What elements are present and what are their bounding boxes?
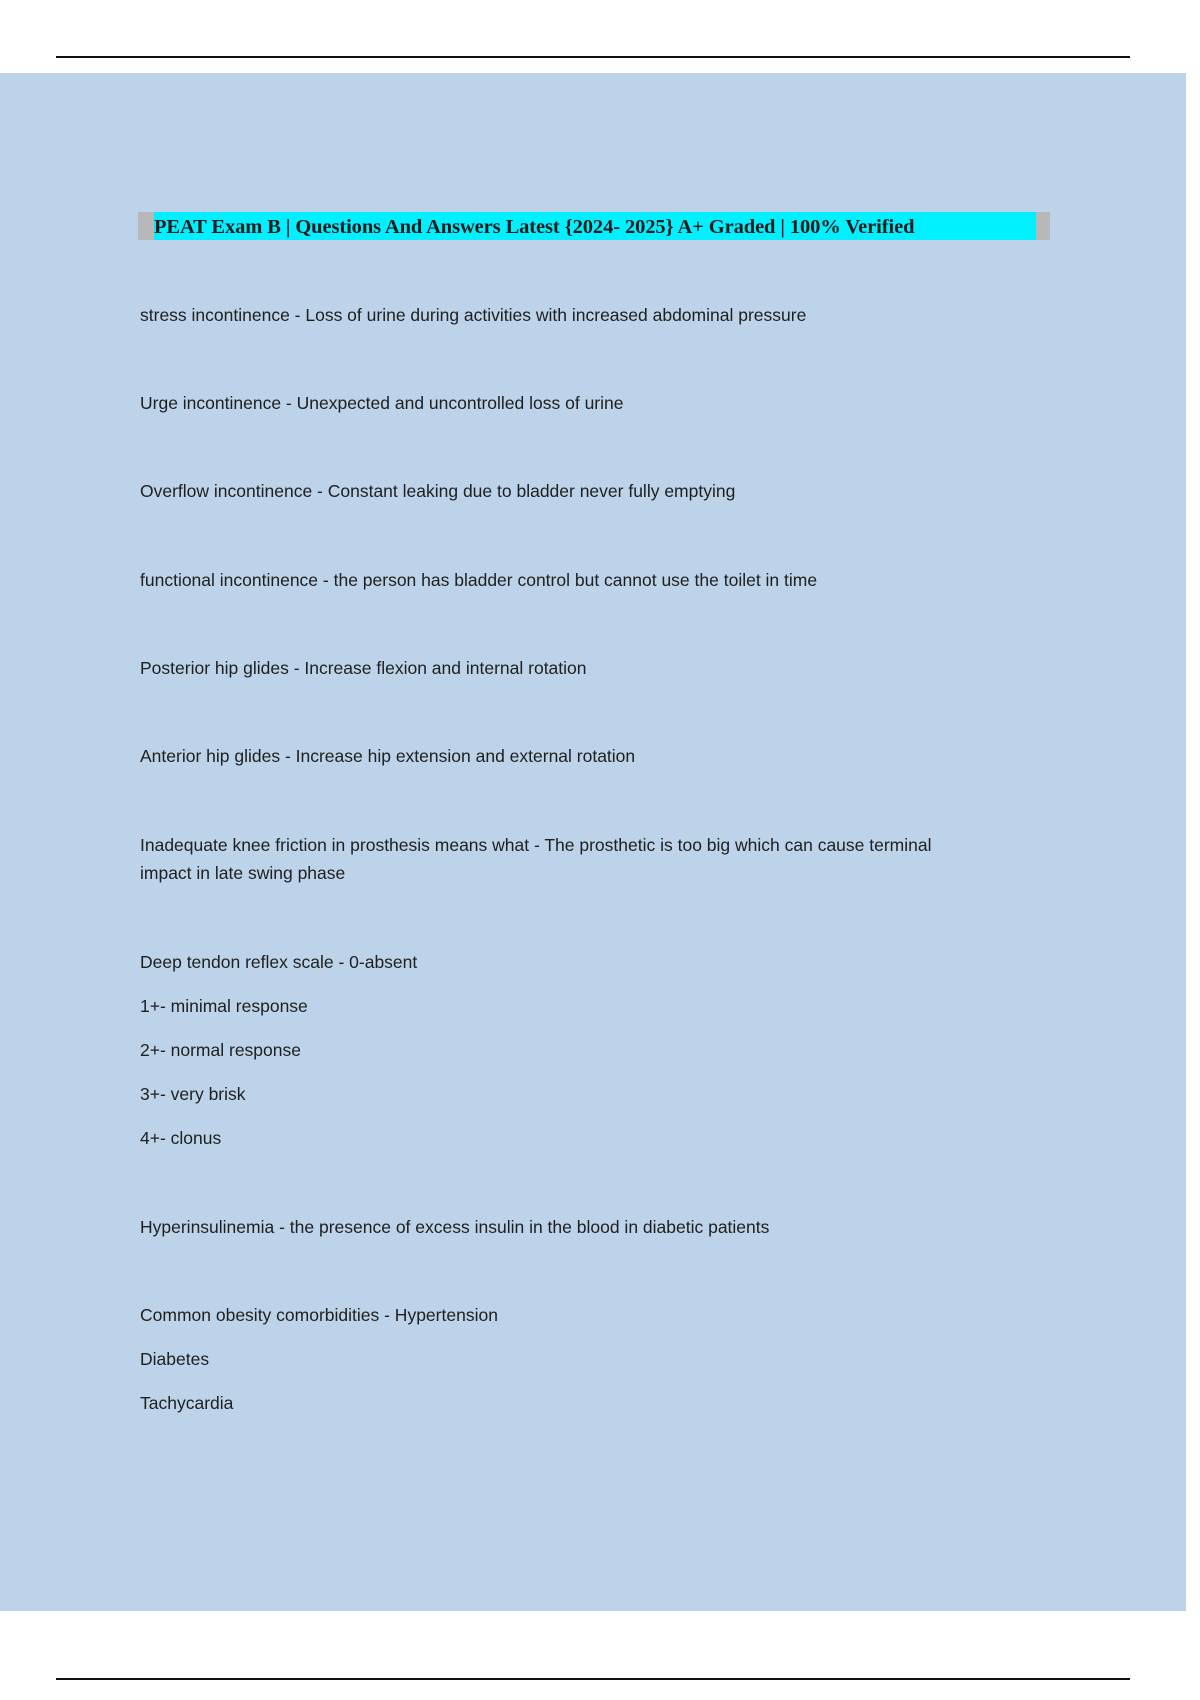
reflex-scale-4: 4+- clonus	[140, 1128, 222, 1148]
qa-knee-friction-cont: impact in late swing phase	[140, 863, 346, 883]
document-title: PEAT Exam B | Questions And Answers Latest {2024- 2025} A+ Graded | 100% Verified	[154, 216, 915, 238]
qa-hyperinsulinemia: Hyperinsulinemia - the presence of excess insulin in the blood in diabetic patients	[140, 1217, 770, 1237]
comorbidity-tachycardia: Tachycardia	[140, 1393, 234, 1413]
bottom-rule	[56, 1678, 1130, 1680]
reflex-scale-1: 1+- minimal response	[140, 996, 308, 1016]
qa-anterior-hip-glides: Anterior hip glides - Increase hip extension and external rotation	[140, 746, 636, 766]
qa-urge-incontinence: Urge incontinence - Unexpected and uncontrolled loss of urine	[140, 393, 624, 413]
qa-stress-incontinence: stress incontinence - Loss of urine during activities with increased abdominal pressure	[140, 305, 807, 325]
qa-obesity-comorbidities: Common obesity comorbidities - Hypertension	[140, 1305, 498, 1325]
top-rule	[56, 56, 1130, 58]
qa-overflow-incontinence: Overflow incontinence - Constant leaking due to bladder never fully emptying	[140, 481, 736, 501]
reflex-scale-2: 2+- normal response	[140, 1040, 301, 1060]
reflex-scale-3: 3+- very brisk	[140, 1084, 246, 1104]
qa-knee-friction: Inadequate knee friction in prosthesis means what - The prosthetic is too big which can cause terminal	[140, 835, 932, 855]
comorbidity-diabetes: Diabetes	[140, 1349, 210, 1369]
qa-posterior-hip-glides: Posterior hip glides - Increase flexion and internal rotation	[140, 658, 587, 678]
qa-functional-incontinence: functional incontinence - the person has bladder control but cannot use the toilet in time	[140, 570, 818, 590]
qa-deep-tendon-reflex: Deep tendon reflex scale - 0-absent	[140, 952, 418, 972]
